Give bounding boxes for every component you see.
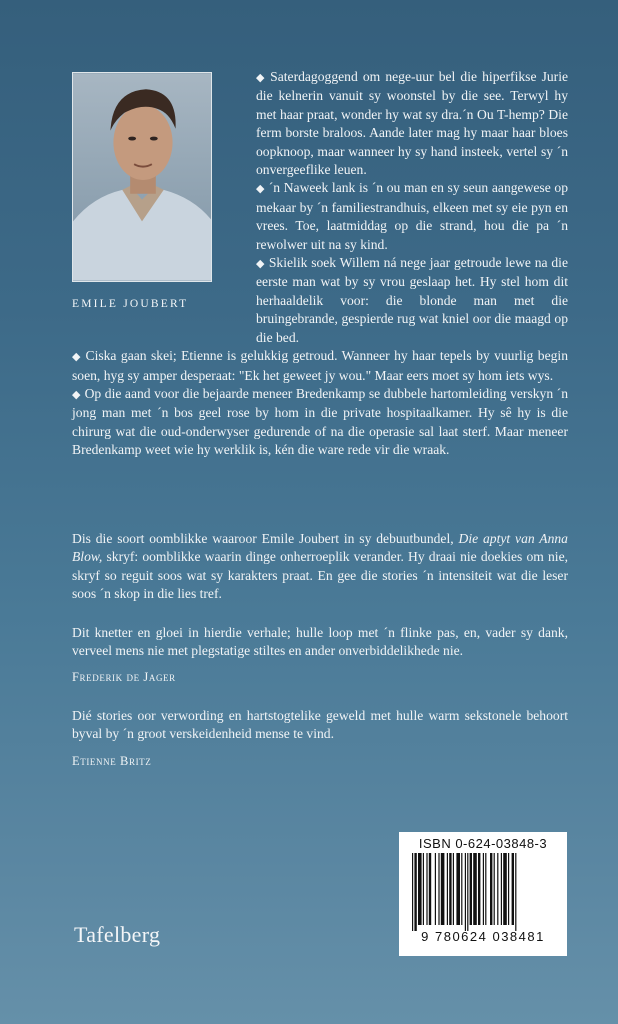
diamond-bullet-icon: ◆ [256,183,265,196]
reviewer-2: Etienne Britz [72,753,152,768]
review-1: Dis die soort oomblikke waaroor Emile Joubert in sy debuutbundel, Die aptyt van Anna Blow, skryf: oomblikke waarin dinge onherroeplik verander. Hy draai nie doekies om nie, skryf so reguit soos wat sy karakters praat. En gee die stories ´n intensiteit wat die leser soos ´n skop in die lies tref. [72,531,568,602]
blurb-1: ◆ Saterdagoggend om nege-uur bel die hiperfikse Jurie die kelnerin vanuit sy woonstel by die see. Terwyl hy met haar praat, wonder hy wat sy dra.´n Ou T-hemp? Die ferm borste braloos. Aande later mag hy maar haar bloes oopknoop, maar wanneer hy sy hand insteek, vertel sy ´n onvergeeflike leuen. [256,69,569,178]
barcode-panel [399,832,567,956]
reviewer-1: Frederik de Jager [72,670,176,685]
isbn-number: ISBN 0-624-03848-3 [418,836,548,851]
book-title: Die aptyt van Anna Blow, [72,531,568,565]
diamond-bullet-icon: ◆ [72,351,82,364]
publisher-logo: Tafelberg [74,922,161,947]
blurb-4: ◆ Ciska gaan skei; Etienne is gelukkig getroud. Wanneer hy haar tepels by vuurlig begin soen, hyg sy amper desperaat: "Ek het geweet jy wou." Maar eers moet sy hom iets wys. [72,348,568,383]
author-caption: EMILE JOUBERT [72,298,189,310]
diamond-bullet-icon: ◆ [72,388,81,401]
diamond-bullet-icon: ◆ [256,258,265,271]
story-blurbs [72,68,568,460]
barcode-icon [408,853,558,931]
review-2: Dit knetter en gloei in hierdie verhale; hulle loop met ´n flinke pas, en, vader sy dank, verveel mens nie met plegstatige stiltes en ander onverbiddelikhede nie. [72,624,568,659]
diamond-bullet-icon: ◆ [256,72,267,84]
blurb-2: ◆ ´n Naweek lank is ´n ou man en sy seun aangewese op mekaar by ´n familiestrandhuis, elkeen met sy eie pyn en vrees. Toe, laatmiddag op die strand, hou die pa ´n rewolwer uit na sy kind. [256,180,568,252]
blurb-3: ◆ Skielik soek Willem ná nege jaar getroude lewe na die eerste man wat by sy vrou geslaap het. Hy stel hom dit herhaaldelik voor: die blonde man met die bruingebrande, gespierde rug wat kniel oor die maagd op die bed. [256,255,568,345]
reviews [72,530,568,770]
blurb-5: ◆ Op die aand voor die bejaarde meneer Bredenkamp se dubbele hartomleiding verskyn ´n jong man met ´n bos geel rose by hom in die private hospitaalkamer. Hy sê hy is die chirurg wat die oud-onderwyser gedurende of na die operasie sal laat sterf. Maar meneer Bredenkamp weet wie hy werklik is, kén die ware rede vir die wraak. [72,385,568,458]
review-3: Dié stories oor verwording en hartstogtelike geweld met hulle warm sekstonele behoort byval by ´n groot verskeidenheid mense te vind. [72,707,568,742]
ean-number: 9 780624 038481 [421,929,545,944]
